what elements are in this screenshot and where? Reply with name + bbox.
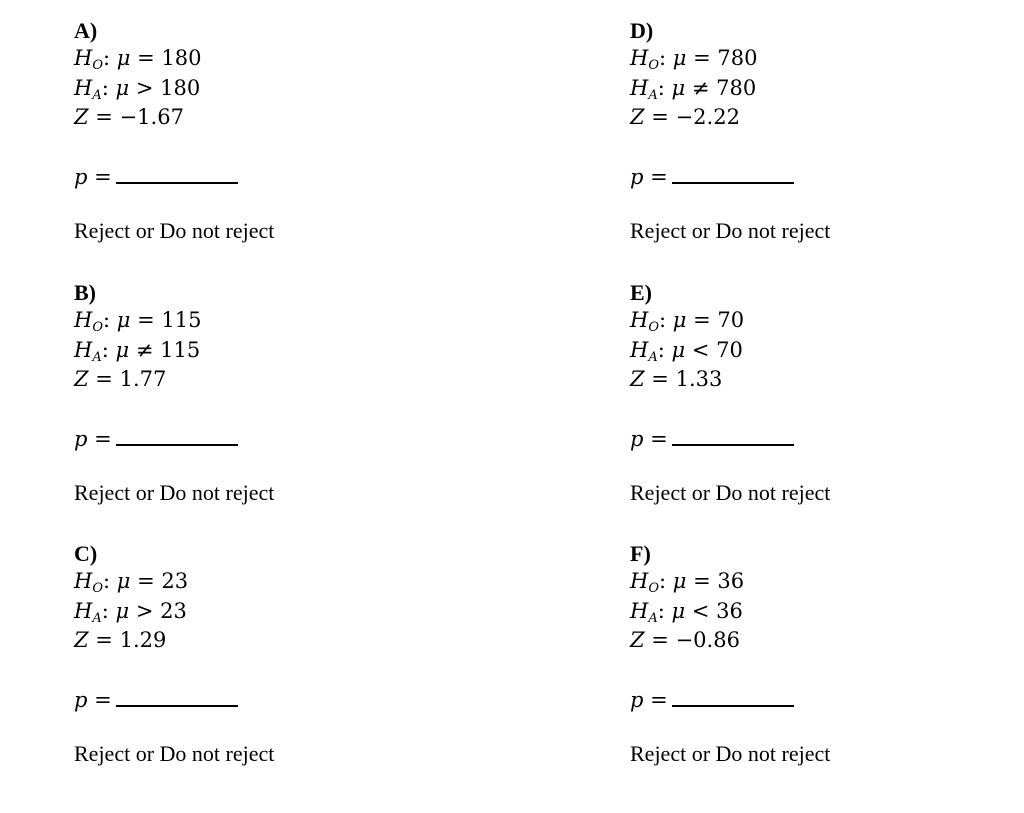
problem-e	[630, 280, 990, 530]
null-value: 780	[717, 46, 758, 70]
problem-letter: D)	[630, 18, 654, 43]
z-value: −1.67	[119, 105, 184, 129]
null-value: 115	[161, 308, 202, 332]
problem-c	[74, 541, 434, 791]
z-value: 1.33	[675, 367, 723, 391]
problem-letter: E)	[630, 280, 652, 305]
alt-value: 23	[160, 599, 187, 623]
z-statistic: Z = −2.22	[630, 105, 740, 129]
null-value: 23	[161, 569, 189, 593]
alternative-hypothesis: $H_A$: μ < 36	[630, 599, 743, 626]
z-value: −2.22	[675, 105, 740, 129]
null-value: 180	[161, 46, 202, 70]
p-value-blank[interactable]	[116, 164, 238, 184]
null-hypothesis: $H_O$: μ = 23	[74, 569, 189, 596]
alt-value: 780	[716, 76, 757, 100]
null-hypothesis: $H_O$: μ = 180	[74, 46, 202, 73]
problem-b	[74, 280, 434, 530]
decision-text: Reject or Do not reject	[630, 480, 831, 505]
decision-text: Reject or Do not reject	[74, 741, 275, 766]
problem-letter: A)	[74, 18, 98, 43]
z-statistic: Z = 1.29	[74, 628, 167, 652]
z-value: 1.29	[119, 628, 167, 652]
alt-operator: <	[691, 599, 710, 623]
alt-value: 180	[160, 76, 201, 100]
decision-text: Reject or Do not reject	[630, 741, 831, 766]
p-value-line: p =	[74, 686, 238, 714]
z-value: 1.77	[119, 367, 167, 391]
decision-text: Reject or Do not reject	[630, 218, 831, 243]
problem-letter: B)	[74, 280, 96, 305]
z-statistic: Z = −1.67	[74, 105, 184, 129]
alt-value: 115	[160, 338, 201, 362]
alternative-hypothesis: $H_A$: μ < 70	[630, 338, 743, 365]
p-value-line: p =	[630, 686, 794, 714]
problem-letter: C)	[74, 541, 98, 566]
problem-f	[630, 541, 990, 791]
alternative-hypothesis: $H_A$: μ ≠ 115	[74, 338, 201, 365]
null-hypothesis: $H_O$: μ = 70	[630, 308, 745, 335]
alt-value: 70	[716, 338, 743, 362]
p-value-blank[interactable]	[116, 426, 238, 446]
alt-operator: >	[135, 599, 154, 623]
null-value: 70	[717, 308, 745, 332]
null-hypothesis: $H_O$: μ = 780	[630, 46, 758, 73]
alt-value: 36	[716, 599, 743, 623]
p-value-line: p =	[74, 163, 238, 191]
alt-operator: >	[135, 76, 154, 100]
null-value: 36	[717, 569, 745, 593]
problem-a	[74, 18, 434, 268]
p-value-blank[interactable]	[672, 426, 794, 446]
p-value-line: p =	[630, 425, 794, 453]
p-value-line: p =	[74, 425, 238, 453]
p-value-blank[interactable]	[116, 687, 238, 707]
p-value-line: p =	[630, 163, 794, 191]
alternative-hypothesis: $H_A$: μ > 180	[74, 76, 201, 103]
alt-operator: ≠	[135, 338, 154, 362]
null-hypothesis: $H_O$: μ = 36	[630, 569, 745, 596]
problem-letter: F)	[630, 541, 651, 566]
decision-text: Reject or Do not reject	[74, 480, 275, 505]
z-statistic: Z = 1.33	[630, 367, 723, 391]
p-value-blank[interactable]	[672, 164, 794, 184]
alt-operator: <	[691, 338, 710, 362]
null-hypothesis: $H_O$: μ = 115	[74, 308, 202, 335]
z-value: −0.86	[675, 628, 740, 652]
alternative-hypothesis: $H_A$: μ ≠ 780	[630, 76, 757, 103]
z-statistic: Z = −0.86	[630, 628, 740, 652]
alt-operator: ≠	[691, 76, 710, 100]
problem-d	[630, 18, 990, 268]
p-value-blank[interactable]	[672, 687, 794, 707]
alternative-hypothesis: $H_A$: μ > 23	[74, 599, 187, 626]
z-statistic: Z = 1.77	[74, 367, 167, 391]
decision-text: Reject or Do not reject	[74, 218, 275, 243]
